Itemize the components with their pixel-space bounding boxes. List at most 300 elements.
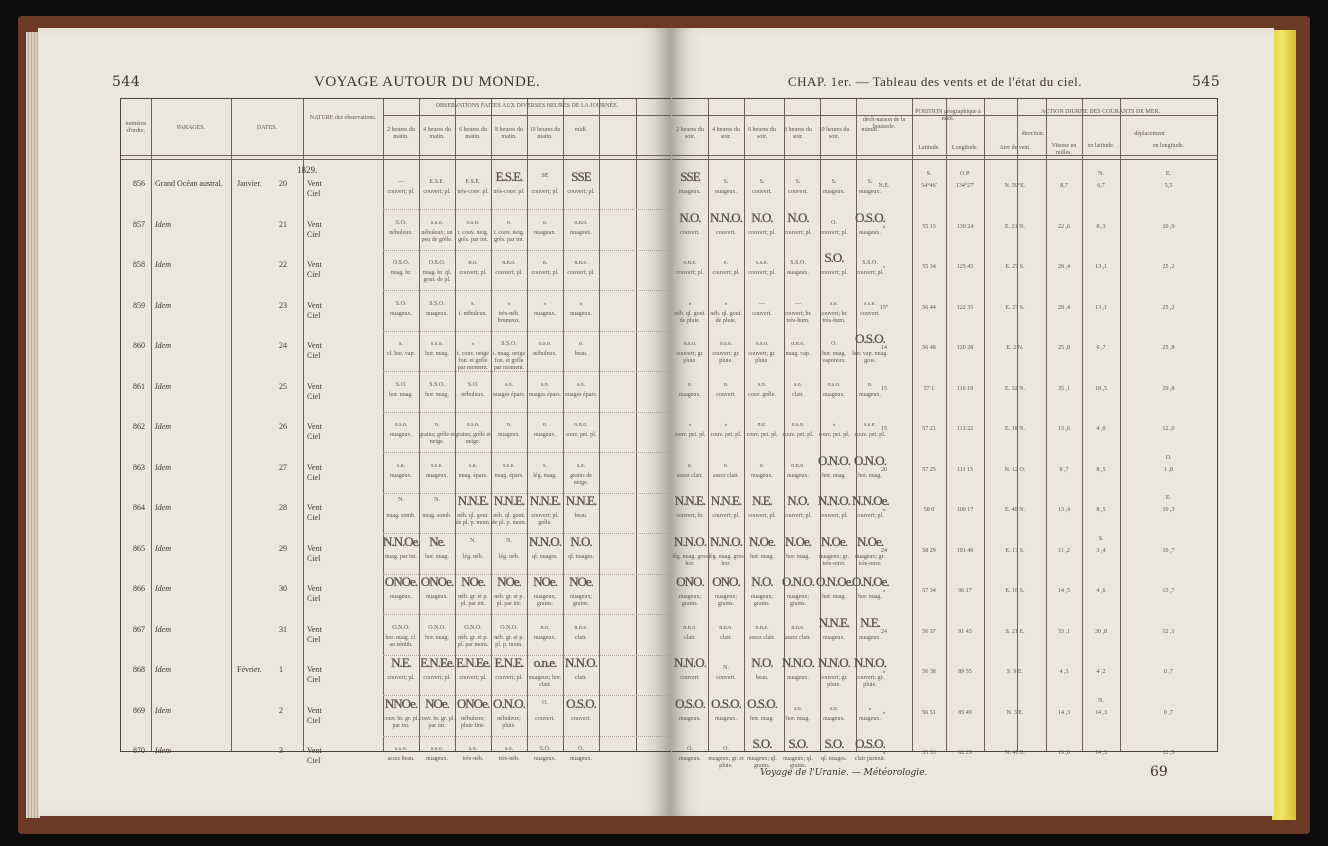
wind-value: N.Oe. [820,533,848,549]
shift-lat-direction: N. [1098,171,1104,177]
column-rule [912,99,913,751]
wind-value: o. [506,219,512,226]
sky-value: ql. nuages. [821,756,847,762]
sky-value: nuageux. [715,189,737,195]
sky-value: beau. [574,513,588,519]
sky-value: nuages épars. [528,391,562,398]
latitude: 55 53 [922,750,936,756]
sky-value: grains de neige. [570,472,592,486]
sky-value: couvert; pl. [784,229,812,236]
shift-longitude: 29 ,8 [1162,385,1175,392]
sky-value: couvert; gr. pluie. [676,351,704,364]
row-day: 1 [279,665,283,674]
shift-longitude: 0 ,7 [1164,709,1173,716]
row-parage: Idem [155,705,171,715]
current-direction: E. 18 S. [1005,588,1025,594]
longitude: 116 18 [956,385,974,392]
shift-longitude: 13 ,7 [1162,588,1175,594]
current-speed: 13 ,6 [1058,426,1070,432]
wind-value: N. [398,497,404,503]
shift-longitude: 12 ,0 [1162,426,1175,432]
row-day: 29 [279,543,287,553]
column-rule [599,99,600,751]
sky-value: nébuleux; pluie. [497,715,521,729]
longitude: 85 49 [958,709,972,716]
wind-value: SSE [680,169,700,184]
wind-value: O.S.O. [855,736,885,751]
row-number: 865 [133,543,145,553]
shift-latitude: 6,7 [1097,183,1105,189]
sky-value: nuageux. [751,472,773,479]
current-direction: E. 17 S. [1005,547,1025,554]
sky-value: couvert. [571,715,591,722]
wind-value: O. [687,746,693,752]
wind-value: S.S.O. [862,260,878,266]
sky-value: nuag. épars. [458,472,488,479]
sky-value: couvert. [752,189,772,195]
sky-value: nuag. br. ql. gout. de pl. [422,270,452,283]
current-direction: E. 27 S. [1005,264,1025,270]
sky-value: couv. br. gr. pl. par int. [383,715,419,729]
footer-text: Voyage de l'Uranie. — Météorologie. [760,768,928,778]
wind-value: NOe. [569,574,593,589]
latitude: 55 13 [922,223,936,230]
sky-value: nuageux. [390,472,412,479]
declination: » [882,223,886,230]
row-number: 863 [133,462,145,472]
row-month: Février. [237,665,262,674]
wind-value: s.o. [757,381,767,388]
wind-value: — [795,300,801,307]
header-rule [121,159,671,160]
sky-value: hor. nuag. vaporeux. [822,351,846,364]
wind-value: N. [434,497,440,503]
longitude: 89 55 [958,669,972,675]
sky-value: nuageux. [534,756,556,762]
wind-value: N.N.O. [818,493,850,508]
sky-value: lég. néb. [498,553,520,560]
sky-value: ql. nuages. [568,553,594,560]
sky-value: couv. pet. pl. [674,432,706,438]
latitude: 57 34 [922,588,936,594]
sky-value: très-couv. pl. [493,189,525,195]
sky-value: couvert; pl. [820,229,848,236]
current-speed: 4 ,3 [1059,669,1069,675]
sky-value: couv. pet. pl. [710,432,742,438]
row-day: 21 [279,219,287,229]
sky-value: hor. nuag. cl. au zénith. [385,634,417,648]
wind-value: o. [759,462,765,469]
sky-value: couvert; pl. [820,270,848,276]
column-rule [231,99,232,751]
wind-value: E.N.Ee. [420,655,454,670]
sky-value: beau. [574,351,588,357]
current-speed: 8,7 [1060,183,1068,189]
sky-value: couvert; pl. [748,229,776,236]
wind-value: O.S.O. [711,695,741,711]
sky-value: couvert; pl. [459,270,487,276]
sky-value: très-néb. [462,756,484,762]
wind-value: S.O. [395,381,407,388]
declination: 14 [881,345,887,351]
left-page-title: VOYAGE AUTOUR DU MONDE. [314,74,541,90]
row-number: 862 [133,422,145,431]
ciel-label: Ciel [307,472,321,482]
wind-value: o.n.o. [574,422,588,428]
ciel-label: Ciel [307,310,321,320]
sky-value: hor. vap. nuag. gros. [852,351,888,364]
ciel-label: Ciel [307,513,321,522]
wind-value: N.N.O. [529,533,561,549]
wind-value: o. [542,219,548,226]
sky-value: clair. [575,634,587,641]
shift-latitude: 8 ,5 [1096,507,1106,513]
sky-value: nuageux. [390,432,412,438]
right-page-edges [1272,30,1296,820]
column-rule [1046,99,1047,751]
sky-value: cl. hor. vap. [386,351,416,357]
sky-value: nébuleux; pluie fine. [460,715,486,729]
current-direction: E. 2 N. [1006,345,1024,351]
wind-value: o. [542,422,548,428]
wind-value: O.N.O. [782,574,814,589]
sky-value: couvert; gr. pluie. [856,675,884,688]
vent-label: Vent [307,584,322,593]
longitude: 91 43 [958,628,972,635]
column-header: décli-naison de la boussole. [862,117,906,130]
wind-value: S.S.O. [790,260,806,266]
ciel-label: Ciel [307,391,321,401]
wind-value: SE [541,173,549,179]
row-rule [383,493,671,494]
sky-value: nuag. somb. [422,513,452,519]
wind-value: o. [434,422,440,428]
right-page-number: 545 [1192,74,1221,90]
row-parage: Idem [155,665,171,674]
row-number: 868 [133,665,145,674]
sky-value: nuageux. [715,715,737,722]
current-direction: E. 32 N. [1005,385,1025,392]
wind-value: NNOe. [384,695,418,711]
row-day: 24 [279,341,287,350]
row-rule [383,331,671,332]
sky-value: lég. nuag. [533,472,557,479]
vent-label: Vent [307,422,322,431]
wind-value: » [724,300,728,307]
sky-value: beau. [755,675,769,681]
sky-value: t. couv. neig. grês. par int. [457,229,489,243]
wind-value: S.O. [788,736,808,751]
latitude: 57 1 [923,385,935,392]
sky-value: très-néb. brumeux. [497,310,521,324]
sky-value: t. couv. neige fon. et grêle par moment. [457,351,489,371]
sky-value: nuageux. [823,715,845,722]
sky-value: couvert; gr. pluie. [820,675,848,688]
wind-value: O.N.Oe. [852,574,889,589]
sky-value: nuageux; grains. [787,594,809,607]
wind-value: NOe. [425,695,449,711]
shift-latitude: 4 ,0 [1096,426,1106,432]
sky-value: nuageux. [859,189,881,195]
wind-value: » [832,422,836,428]
wind-value: s.o. [540,381,550,388]
shift-lat-direction: S. [1098,535,1104,542]
longitude: 82 29 [958,750,972,756]
ciel-label: Ciel [307,229,321,239]
wind-value: O.S.O. [392,260,410,266]
shift-latitude: 4 ,6 [1096,588,1106,594]
ciel-label: Ciel [307,270,321,279]
shift-latitude: 4 ,2 [1096,669,1106,675]
header-rule [121,155,671,156]
current-speed: 8 ,7 [1059,466,1069,473]
sky-value: hor. nuag. [425,391,449,398]
row-day: 30 [279,584,287,593]
wind-value: o.n.o. [574,219,588,226]
current-speed: 28 ,4 [1058,264,1070,270]
wind-value: N.O. [787,209,809,225]
row-rule [383,290,671,291]
declination: » [882,750,886,756]
column-header: 6 heures du matin. [459,127,487,140]
wind-value: SSE [571,169,591,184]
sky-value: nuageux. [390,310,412,317]
wind-value: s.o. [576,381,586,388]
row-number: 858 [133,260,145,269]
shift-longitude: 25 ,2 [1162,264,1175,270]
column-rule [1120,99,1121,751]
wind-value: S.O. [467,381,479,388]
wind-value: » [471,341,475,347]
sky-value: t. nuag. neige fon. et grêle par moment. [492,351,526,371]
column-rule [303,99,304,751]
sky-value: nuageux; grains. [679,594,701,607]
declination: N.E. [878,183,890,189]
sky-value: couvert; br. très-hum. [820,310,848,324]
wind-value: o.n.e. [683,260,697,266]
wind-value: N.O. [570,533,592,549]
sky-value: nuageux. [570,229,592,236]
wind-value: N.N.O. [854,655,886,670]
wind-value: O.N.O. [428,624,446,631]
shift-longitude: 20 ,9 [1162,223,1175,230]
wind-value: o.n.e. [533,655,557,670]
column-rule [984,99,985,751]
sky-value: couvert. [716,391,736,398]
wind-value: s.s.e. [503,462,515,469]
row-day: 31 [279,624,287,634]
column-header: 4 heures du soir. [712,127,740,140]
wind-value: NOe. [461,574,485,589]
wind-value: N.N.O. [710,209,742,225]
sky-value: nuageux; hor. clair. [528,675,562,688]
wind-value: n.n.e. [755,624,769,631]
sky-value: assez clair. [749,634,775,641]
sky-value: très-couv. pl. [457,189,489,195]
row-parage: Grand Océan austral. [155,179,223,188]
wind-value: O. [723,746,729,752]
current-speed: 22 ,6 [1058,223,1070,230]
ciel-label: Ciel [307,351,321,360]
wind-value: S.O. [395,219,407,226]
sky-value: nuageux. [823,634,845,641]
wind-value: O. [831,219,837,226]
sky-value: nuageux. [534,310,556,317]
vent-label: Vent [307,624,322,634]
row-day: 23 [279,300,287,310]
sky-value: couv. pet. pl. [818,432,850,438]
sky-value: hor. nuag. [858,594,882,600]
wind-value: N.O. [751,209,773,225]
longitude: 113 22 [956,426,974,432]
latitude: 57 21 [922,426,936,432]
current-direction: E. 27 S. [1005,304,1025,311]
row-rule [383,209,671,210]
column-rule [636,99,637,751]
sky-value: couvert. [860,310,880,317]
current-speed: 14 ,3 [1058,709,1070,716]
wind-value: — [759,300,765,307]
wind-value: N.N.O. [565,655,597,670]
wind-value: E.S.E. [495,169,523,184]
ciel-label: Ciel [307,553,321,563]
longitude: 100 17 [956,507,974,513]
wind-value: s.s.o. [430,219,444,226]
sky-value: couvert; pl. [748,513,776,519]
sky-value: hor. nuag. [425,351,449,357]
sky-value: couvert; pl. [423,189,451,195]
column-header: 2 heures du matin. [387,127,415,140]
sky-value: nuageux; ql. grains. [747,756,777,769]
declination: 15 [881,385,887,392]
vent-label: Vent [307,462,322,472]
wind-value: N.N.O. [674,533,706,549]
column-rule [1017,99,1018,751]
vent-label: Vent [307,341,322,350]
sky-value: nuages épars. [492,391,526,398]
current-direction: N. 59°E. [1004,183,1026,189]
sky-value: néb. ql. gout. de pluie. [710,310,742,324]
sky-value: couvert; br. [676,513,704,519]
wind-value: N.N.O. [782,655,814,670]
sky-value: nuageux. [534,229,556,236]
wind-value: ONOe. [384,574,418,589]
wind-value: E.N.E. [494,655,524,670]
sky-value: couvert; pl. [784,513,812,519]
sky-value: nuag. vap. [785,351,811,357]
sky-value: couvert; pl. [387,189,415,195]
wind-value: N.N.E. [529,493,561,508]
column-header: 8 heures du matin. [495,127,523,140]
column-header: direction. [1021,131,1045,137]
sky-value: couvert; pl. [748,270,776,276]
row-month: Janvier. [237,179,262,188]
column-header: déplacement [1134,131,1165,137]
ciel-label: Ciel [307,594,321,603]
sky-value: nuageux. [823,391,845,398]
wind-value: E.S.E. [465,179,481,185]
current-speed: 14 ,5 [1058,588,1070,594]
sky-value: couvert; br. très-hum. [784,310,812,324]
wind-value: Ne. [429,533,445,549]
sky-value: t. nébuleux. [458,310,488,317]
sky-value: clair partout. [854,756,886,762]
wind-value: N.N.Oe. [383,533,420,549]
left-page-number: 544 [112,74,141,90]
wind-value: O.S.O. [855,209,885,225]
sky-value: nuageux. [679,715,701,722]
wind-value: e. [723,260,729,266]
wind-value: » [579,300,583,307]
row-parage: Idem [155,746,171,755]
column-header: 10 heures du soir. [818,127,850,140]
wind-value: o.s.o. [791,422,805,428]
wind-value: o.s.o. [394,422,408,428]
row-rule [383,736,671,737]
wind-value: » [688,422,692,428]
wind-value: s.o. [576,462,586,469]
declination: » [882,507,886,513]
shift-latitude: 8 ,5 [1096,466,1106,473]
sky-value: assez clair. [713,472,739,479]
wind-value: n. [542,260,548,266]
latitude: 56 44 [922,304,936,311]
sky-value: nébuleux. [533,351,557,357]
longitude: 122 35 [956,304,974,311]
sky-value: couvert; pl. [712,270,740,276]
wind-value: N. [723,665,729,671]
wind-value: O. [542,699,548,706]
sky-value: couvert; pl. [387,675,415,681]
sky-value: couvert; pl. [567,189,595,195]
shift-latitude: 0 ,7 [1096,345,1106,351]
latitude: 58 0 [923,507,935,513]
wind-value: N.O. [751,574,773,589]
sky-value: couvert; pl. [531,270,559,276]
row-number: 860 [133,341,145,350]
declination: 24 [881,628,887,635]
latitude: 57 25 [922,466,936,473]
wind-value: N.N.E. [818,614,850,630]
column-header: Latitude. [918,145,940,151]
longitude: 130 24 [956,223,974,230]
shift-lat-direction: N. [1098,697,1104,704]
wind-value: O.S.O. [566,695,596,711]
row-parage: Idem [155,381,171,391]
wind-value: o.s.o. [827,381,841,388]
current-speed: 25 ,8 [1058,345,1070,351]
sky-value: nuageux; grains. [751,594,773,607]
wind-value: n.n.e. [574,624,588,631]
wind-value: s.o. [829,705,839,712]
sky-value: nuageux. [426,472,448,479]
sky-value: lég. nuag. gros hor. [672,553,708,567]
sky-value: grains; grêle et neige. [419,432,455,445]
sky-value: nuageux; gr. très-ouvr. [855,553,885,567]
column-header: minuit. [861,127,879,133]
sky-value: hor. nuag. [786,553,810,560]
wind-value: n.o. [540,624,550,631]
row-parage: Idem [155,260,171,269]
shift-latitude: 14 ,3 [1095,709,1107,716]
longitude: 125 43 [956,264,974,270]
latitude: 56 48 [922,345,936,351]
wind-value: o.n.o. [791,462,805,469]
current-direction: S. 9 E. [1006,669,1023,675]
sky-value: couvert. [535,715,555,722]
current-direction: E. 18 N. [1005,426,1025,432]
wind-value: s.e. [469,462,477,469]
